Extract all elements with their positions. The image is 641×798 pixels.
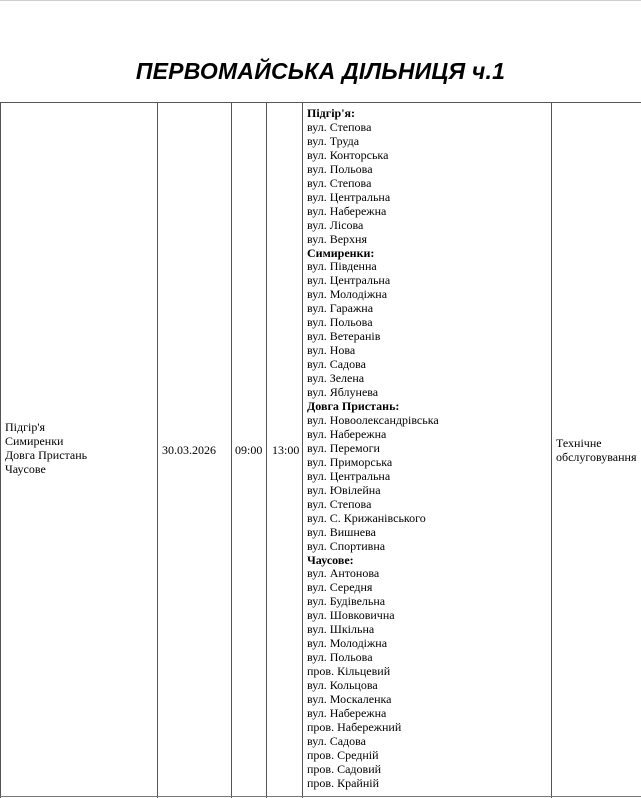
time-from-cell: 09:00: [235, 443, 263, 457]
street-item: пров. Средній: [307, 747, 379, 762]
settlement-heading: Підгір'я:: [307, 106, 356, 120]
street-item: вул. Новоолександрівська: [307, 412, 439, 427]
street-item: вул. Польова: [307, 161, 373, 176]
street-item: вул. Шкільна: [307, 622, 375, 637]
street-item: вул. Верхня: [307, 231, 367, 246]
place-name: Чаусове: [5, 461, 46, 476]
street-item: вул. Приморська: [307, 454, 393, 469]
street-item: вул. Конторська: [307, 147, 389, 162]
column-divider: [0, 103, 1, 798]
street-item: пров. Набережний: [307, 719, 402, 734]
street-item: вул. Спортивна: [307, 538, 386, 553]
reason-cell: [556, 437, 637, 465]
street-item: вул. Ювілейна: [307, 482, 381, 497]
column-divider: [302, 103, 303, 798]
street-item: вул. Південна: [307, 259, 377, 274]
street-item: вул. Центральна: [307, 189, 391, 204]
street-item: вул. Набережна: [307, 426, 387, 441]
street-item: вул. Кольцова: [307, 678, 378, 693]
street-item: вул. С. Крижанівського: [307, 510, 426, 525]
street-item: вул. Садова: [307, 357, 366, 372]
street-item: вул. Центральна: [307, 273, 391, 288]
places-cell: [5, 421, 87, 477]
street-item: вул. Молодіжна: [307, 636, 388, 651]
place-name: Довга Пристань: [5, 447, 88, 462]
street-item: вул. Польова: [307, 315, 373, 330]
street-item: вул. Набережна: [307, 705, 387, 720]
street-item: вул. Лісова: [307, 217, 364, 232]
settlement-heading: Довга Пристань:: [307, 399, 400, 414]
street-item: вул. Польова: [307, 650, 373, 665]
top-divider: [0, 0, 641, 1]
street-item: вул. Степова: [307, 496, 372, 511]
outage-table: [0, 102, 641, 798]
street-item: вул. Яблунева: [307, 385, 379, 400]
street-item: вул. Середня: [307, 580, 373, 595]
street-item: вул. Будівельна: [307, 594, 386, 609]
time-to-cell: 13:00: [272, 443, 300, 457]
street-item: вул. Садова: [307, 733, 366, 748]
streets-cell: [307, 107, 439, 791]
column-divider: [266, 103, 267, 798]
street-item: вул. Молодіжна: [307, 287, 388, 302]
street-item: пров. Кільцевий: [307, 664, 391, 679]
reason-line: обслуговування: [556, 449, 637, 464]
street-item: вул. Нова: [307, 343, 356, 358]
page-title: ПЕРВОМАЙСЬКА ДІЛЬНИЦЯ ч.1: [135, 58, 506, 84]
street-item: вул. Степова: [307, 175, 372, 190]
street-item: пров. Садовий: [307, 761, 382, 776]
column-divider: [551, 103, 552, 798]
street-item: вул. Гаражна: [307, 301, 374, 316]
settlement-heading: Чаусове:: [307, 552, 354, 567]
place-name: Симиренки: [5, 433, 64, 448]
street-item: вул. Ветеранів: [307, 329, 381, 344]
street-item: вул. Центральна: [307, 468, 391, 483]
street-item: вул. Набережна: [307, 203, 387, 218]
street-item: вул. Степова: [307, 119, 372, 134]
street-item: вул. Шовковична: [307, 608, 395, 623]
column-divider: [231, 103, 232, 798]
street-item: пров. Крайній: [307, 775, 380, 790]
place-name: Підгір'я: [5, 420, 46, 434]
column-divider: [157, 103, 158, 798]
street-item: вул. Москаленка: [307, 692, 392, 707]
street-item: вул. Труда: [307, 133, 360, 148]
reason-line: Технічне: [556, 436, 602, 450]
settlement-heading: Симиренки:: [307, 245, 375, 260]
street-item: вул. Зелена: [307, 371, 365, 386]
street-item: вул. Вишнева: [307, 524, 376, 539]
street-item: вул. Перемоги: [307, 440, 380, 455]
date-cell: 30.03.2026: [162, 443, 216, 457]
street-item: вул. Антонова: [307, 566, 380, 581]
